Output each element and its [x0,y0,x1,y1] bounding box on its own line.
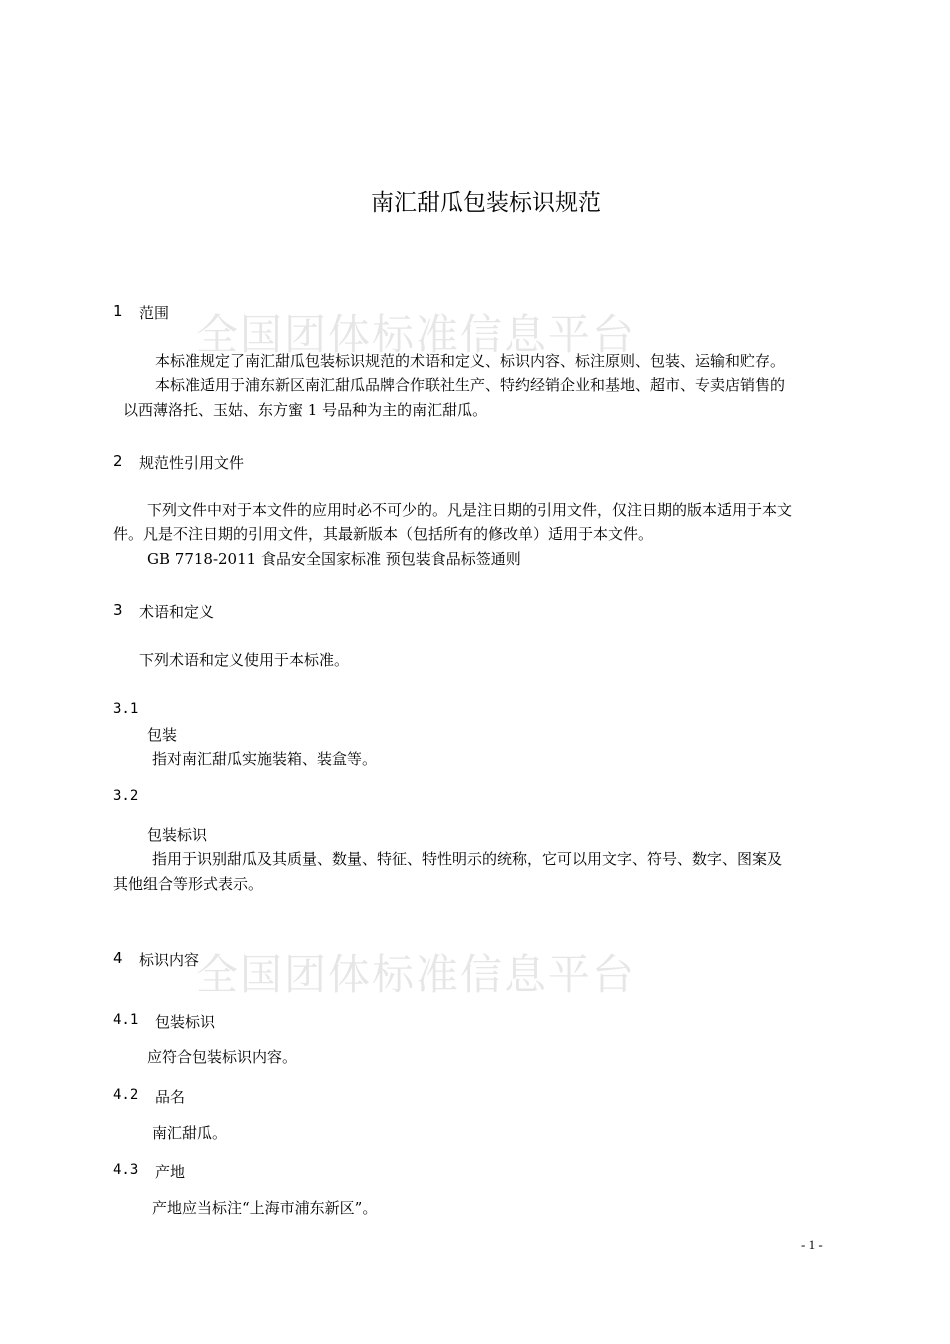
term-3-2-term: 包装标识 [147,826,208,844]
term-3-1-number: 3.1 [113,701,139,717]
page-number: - 1 - [801,1237,823,1252]
section-4-1-text: 应符合包装标识内容。 [147,1048,298,1066]
section-4-3-text: 产地应当标注“上海市浦东新区”。 [152,1199,378,1217]
watermark-top: 全国团体标准信息平台 [196,310,637,359]
section-2-number: 2 [113,452,123,470]
section-1-number: 1 [113,302,123,320]
section-1-paragraph-3: 以西薄洛托、玉姑、东方蜜 1 号品种为主的南汇甜瓜。 [123,401,488,419]
term-3-1-term: 包装 [147,726,178,744]
section-2-paragraph-1: 下列文件中对于本文件的应用时必不可少的。凡是注日期的引用文件，仅注日期的版本适用于本文 [147,501,793,519]
section-4-2-heading: 品名 [155,1088,186,1106]
watermark-middle: 全国团体标准信息平台 [196,950,637,999]
section-2-paragraph-2: 件。凡是不注日期的引用文件，其最新版本（包括所有的修改单）适用于本文件。 [113,525,654,543]
section-4-2-text: 南汇甜瓜。 [152,1124,228,1142]
section-4-2-number: 4.2 [113,1087,139,1103]
section-4-3-number: 4.3 [113,1162,139,1178]
section-1-paragraph-2: 本标准适用于浦东新区南汇甜瓜品牌合作联社生产、特约经销企业和基地、超市、专卖店销售的 [155,376,786,394]
section-4-heading: 标识内容 [139,951,200,969]
section-4-3-heading: 产地 [155,1163,186,1181]
term-3-1-definition: 指对南汇甜瓜实施装箱、装盒等。 [152,750,378,768]
section-4-1-number: 4.1 [113,1012,139,1028]
section-4-1-heading: 包装标识 [155,1013,216,1031]
section-3-intro: 下列术语和定义使用于本标准。 [139,651,350,669]
section-4-number: 4 [113,949,123,967]
term-3-2-definition-line-2: 其他组合等形式表示。 [113,875,264,893]
section-1-heading: 范围 [139,304,170,322]
section-3-number: 3 [113,601,123,619]
page-title: 南汇甜瓜包装标识规范 [371,190,601,216]
section-2-reference: GB 7718-2011 食品安全国家标准 预包装食品标签通则 [147,550,521,568]
section-2-heading: 规范性引用文件 [139,454,245,472]
section-1-paragraph-1: 本标准规定了南汇甜瓜包装标识规范的术语和定义、标识内容、标注原则、包装、运输和贮存。 [155,352,786,370]
term-3-2-number: 3.2 [113,788,139,804]
section-3-heading: 术语和定义 [139,603,215,621]
term-3-2-definition-line-1: 指用于识别甜瓜及其质量、数量、特征、特性明示的统称，它可以用文字、符号、数字、图案及 [152,850,783,868]
